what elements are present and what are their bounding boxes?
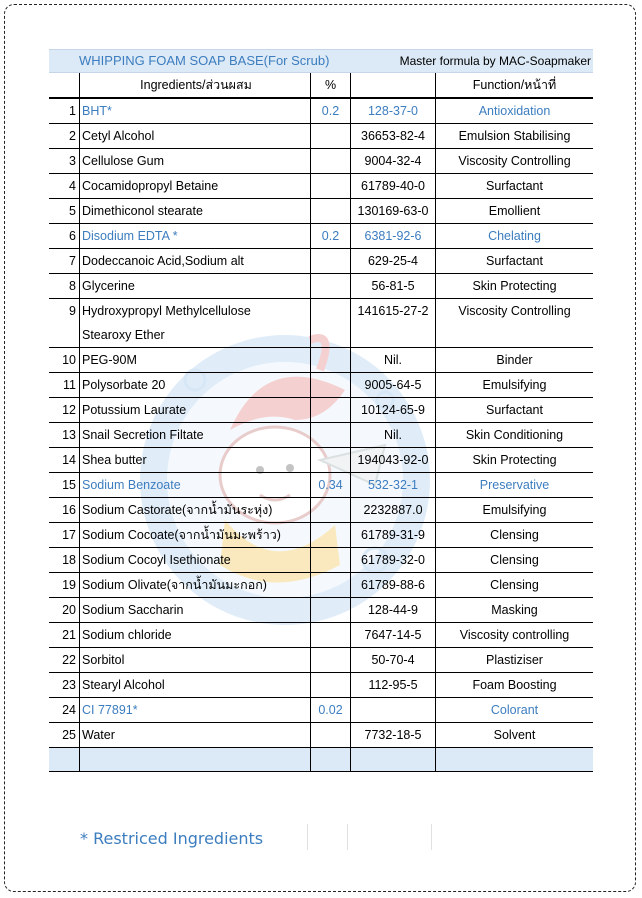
function-label: Masking bbox=[436, 598, 594, 623]
footnote-area bbox=[49, 822, 593, 854]
function-label: Binder bbox=[436, 348, 594, 373]
row-number: 22 bbox=[49, 648, 80, 673]
table-row bbox=[49, 448, 593, 473]
cas-number: 7732-18-5 bbox=[351, 723, 436, 748]
percent-value: 0.2 bbox=[311, 224, 351, 249]
percent-value bbox=[311, 199, 351, 224]
function-label: Emulsion Stabilising bbox=[436, 124, 594, 149]
ingredient-name: Snail Secretion Filtate bbox=[80, 423, 311, 448]
function-label: Antioxidation bbox=[436, 98, 594, 124]
function-label: Chelating bbox=[436, 224, 594, 249]
row-number: 17 bbox=[49, 523, 80, 548]
table-row bbox=[49, 124, 593, 149]
blank-cell bbox=[311, 748, 351, 772]
ingredient-name: Cellulose Gum bbox=[80, 149, 311, 174]
cas-number bbox=[351, 698, 436, 723]
footnote-divider bbox=[431, 824, 432, 850]
table-row bbox=[49, 648, 593, 673]
function-label: Emulsifying bbox=[436, 498, 594, 523]
row-number: 14 bbox=[49, 448, 80, 473]
cas-number: 2232887.0 bbox=[351, 498, 436, 523]
cas-number: 112-95-5 bbox=[351, 673, 436, 698]
percent-value bbox=[311, 274, 351, 299]
row-number: 11 bbox=[49, 373, 80, 398]
function-label: Clensing bbox=[436, 523, 594, 548]
row-number: 4 bbox=[49, 174, 80, 199]
ingredient-name: Glycerine bbox=[80, 274, 311, 299]
function-label: Skin Protecting bbox=[436, 274, 594, 299]
function-label: Foam Boosting bbox=[436, 673, 594, 698]
title-bar bbox=[49, 49, 593, 73]
percent-value bbox=[311, 348, 351, 373]
cas-number: 532-32-1 bbox=[351, 473, 436, 498]
row-number: 23 bbox=[49, 673, 80, 698]
cas-number: 128-44-9 bbox=[351, 598, 436, 623]
table-row bbox=[49, 548, 593, 573]
ingredient-name: Cetyl Alcohol bbox=[80, 124, 311, 149]
row-number: 20 bbox=[49, 598, 80, 623]
function-label: Viscosity controlling bbox=[436, 623, 594, 648]
ingredients-table bbox=[49, 73, 593, 772]
table-row bbox=[49, 398, 593, 423]
ingredient-name: Sodium Benzoate bbox=[80, 473, 311, 498]
cas-number: 61789-31-9 bbox=[351, 523, 436, 548]
percent-value bbox=[311, 548, 351, 573]
cas-number: 61789-32-0 bbox=[351, 548, 436, 573]
row-number: 13 bbox=[49, 423, 80, 448]
cas-number: 9004-32-4 bbox=[351, 149, 436, 174]
row-number: 8 bbox=[49, 274, 80, 299]
row-number: 25 bbox=[49, 723, 80, 748]
ingredient-name: Sodium Cocoyl Isethionate bbox=[80, 548, 311, 573]
table-row bbox=[49, 249, 593, 274]
ingredient-name: BHT* bbox=[80, 98, 311, 124]
percent-value bbox=[311, 723, 351, 748]
percent-value bbox=[311, 323, 351, 348]
cas-number: 141615-27-2 bbox=[351, 299, 436, 324]
row-number: 15 bbox=[49, 473, 80, 498]
percent-value bbox=[311, 373, 351, 398]
function-label: Solvent bbox=[436, 723, 594, 748]
cas-number: 128-37-0 bbox=[351, 98, 436, 124]
cas-number: 36653-82-4 bbox=[351, 124, 436, 149]
percent-value: 0.02 bbox=[311, 698, 351, 723]
percent-value bbox=[311, 623, 351, 648]
ingredient-name: Dimethiconol stearate bbox=[80, 199, 311, 224]
cas-number bbox=[351, 323, 436, 348]
ingredient-name: CI 77891* bbox=[80, 698, 311, 723]
cas-number: 194043-92-0 bbox=[351, 448, 436, 473]
header-percent: % bbox=[311, 73, 351, 98]
row-number: 19 bbox=[49, 573, 80, 598]
ingredient-name: Potussium Laurate bbox=[80, 398, 311, 423]
function-label: Emulsifying bbox=[436, 373, 594, 398]
ingredient-name: Shea butter bbox=[80, 448, 311, 473]
function-label bbox=[436, 323, 594, 348]
function-label: Surfactant bbox=[436, 398, 594, 423]
table-row bbox=[49, 174, 593, 199]
row-number: 2 bbox=[49, 124, 80, 149]
header-function: Function/หน้าที่ bbox=[436, 73, 594, 98]
row-number: 3 bbox=[49, 149, 80, 174]
cas-number: 9005-64-5 bbox=[351, 373, 436, 398]
function-label: Clensing bbox=[436, 548, 594, 573]
table-row bbox=[49, 698, 593, 723]
percent-value bbox=[311, 124, 351, 149]
function-label: Emollient bbox=[436, 199, 594, 224]
table-row bbox=[49, 598, 593, 623]
cas-number: 130169-63-0 bbox=[351, 199, 436, 224]
percent-value bbox=[311, 448, 351, 473]
table-row bbox=[49, 573, 593, 598]
header-cas bbox=[351, 73, 436, 98]
percent-value bbox=[311, 398, 351, 423]
table-row bbox=[49, 149, 593, 174]
percent-value: 0.34 bbox=[311, 473, 351, 498]
row-number: 5 bbox=[49, 199, 80, 224]
percent-value bbox=[311, 598, 351, 623]
header-number bbox=[49, 73, 80, 98]
sheet-title: WHIPPING FOAM SOAP BASE(For Scrub) bbox=[79, 53, 330, 68]
row-number: 10 bbox=[49, 348, 80, 373]
table-row bbox=[49, 98, 593, 124]
row-number: 1 bbox=[49, 98, 80, 124]
header-ingredients: Ingredients/ส่วนผสม bbox=[80, 73, 311, 98]
footnote-divider bbox=[347, 824, 348, 850]
table-row bbox=[49, 473, 593, 498]
cas-number: Nil. bbox=[351, 348, 436, 373]
table-row bbox=[49, 498, 593, 523]
function-label: Preservative bbox=[436, 473, 594, 498]
table-row bbox=[49, 274, 593, 299]
function-label: Surfactant bbox=[436, 174, 594, 199]
footnote-divider bbox=[307, 824, 308, 850]
percent-value bbox=[311, 299, 351, 324]
row-number: 16 bbox=[49, 498, 80, 523]
function-label: Clensing bbox=[436, 573, 594, 598]
formula-sheet bbox=[49, 49, 593, 772]
percent-value bbox=[311, 498, 351, 523]
blank-cell bbox=[49, 748, 80, 772]
ingredient-name: Sodium Cocoate(จากน้ำมันมะพร้าว) bbox=[80, 523, 311, 548]
percent-value bbox=[311, 648, 351, 673]
table-row bbox=[49, 323, 593, 348]
table-row bbox=[49, 299, 593, 324]
cas-number: 61789-88-6 bbox=[351, 573, 436, 598]
function-label: Viscosity Controlling bbox=[458, 304, 571, 318]
cas-number: 6381-92-6 bbox=[351, 224, 436, 249]
ingredient-name: Sodium chloride bbox=[80, 623, 311, 648]
table-row bbox=[49, 224, 593, 249]
blank-cell bbox=[436, 748, 594, 772]
ingredient-name: Stearyl Alcohol bbox=[80, 673, 311, 698]
table-row bbox=[49, 673, 593, 698]
ingredient-name: Water bbox=[80, 723, 311, 748]
ingredient-name: Sodium Olivate(จากน้ำมันมะกอก) bbox=[80, 573, 311, 598]
percent-value bbox=[311, 673, 351, 698]
table-row bbox=[49, 423, 593, 448]
percent-value bbox=[311, 174, 351, 199]
cas-number: 7647-14-5 bbox=[351, 623, 436, 648]
row-number: 21 bbox=[49, 623, 80, 648]
formula-credit: Master formula by MAC-Soapmaker bbox=[399, 54, 591, 68]
cas-number: 61789-40-0 bbox=[351, 174, 436, 199]
row-number: 6 bbox=[49, 224, 80, 249]
percent-value bbox=[311, 149, 351, 174]
cas-number: 10124-65-9 bbox=[351, 398, 436, 423]
ingredient-name: PEG-90M bbox=[80, 348, 311, 373]
function-label: Skin Conditioning bbox=[436, 423, 594, 448]
row-number: 7 bbox=[49, 249, 80, 274]
ingredient-name: Hydroxypropyl Methylcellulose bbox=[80, 299, 311, 324]
table-row bbox=[49, 348, 593, 373]
percent-value bbox=[311, 573, 351, 598]
percent-value bbox=[311, 249, 351, 274]
ingredient-name: Sorbitol bbox=[80, 648, 311, 673]
function-label: Viscosity Controlling bbox=[436, 149, 594, 174]
cas-number: Nil. bbox=[351, 423, 436, 448]
percent-value bbox=[311, 523, 351, 548]
percent-value: 0.2 bbox=[311, 98, 351, 124]
ingredient-name: Dodeccanoic Acid,Sodium alt bbox=[80, 249, 311, 274]
row-number: 9 bbox=[69, 304, 76, 318]
percent-value bbox=[311, 423, 351, 448]
ingredient-name: Sodium Castorate(จากน้ำมันระหุ่ง) bbox=[80, 498, 311, 523]
row-number: 18 bbox=[49, 548, 80, 573]
function-label: Skin Protecting bbox=[436, 448, 594, 473]
table-header-row bbox=[49, 73, 593, 98]
function-label: Surfactant bbox=[436, 249, 594, 274]
cas-number: 50-70-4 bbox=[351, 648, 436, 673]
row-number bbox=[49, 323, 80, 348]
ingredient-name: Cocamidopropyl Betaine bbox=[80, 174, 311, 199]
table-row bbox=[49, 199, 593, 224]
function-label: Plastiziser bbox=[436, 648, 594, 673]
cas-number: 56-81-5 bbox=[351, 274, 436, 299]
ingredient-name: Stearoxy Ether bbox=[80, 323, 311, 348]
table-row bbox=[49, 623, 593, 648]
table-row bbox=[49, 523, 593, 548]
blank-row bbox=[49, 748, 593, 772]
blank-cell bbox=[351, 748, 436, 772]
cas-number: 629-25-4 bbox=[351, 249, 436, 274]
row-number: 12 bbox=[49, 398, 80, 423]
function-label: Colorant bbox=[436, 698, 594, 723]
table-row bbox=[49, 723, 593, 748]
restricted-footnote: * Restriced Ingredients bbox=[80, 829, 264, 848]
ingredient-name: Polysorbate 20 bbox=[80, 373, 311, 398]
blank-cell bbox=[80, 748, 311, 772]
ingredient-name: Sodium Saccharin bbox=[80, 598, 311, 623]
row-number: 24 bbox=[49, 698, 80, 723]
table-row bbox=[49, 373, 593, 398]
ingredient-name: Disodium EDTA * bbox=[80, 224, 311, 249]
